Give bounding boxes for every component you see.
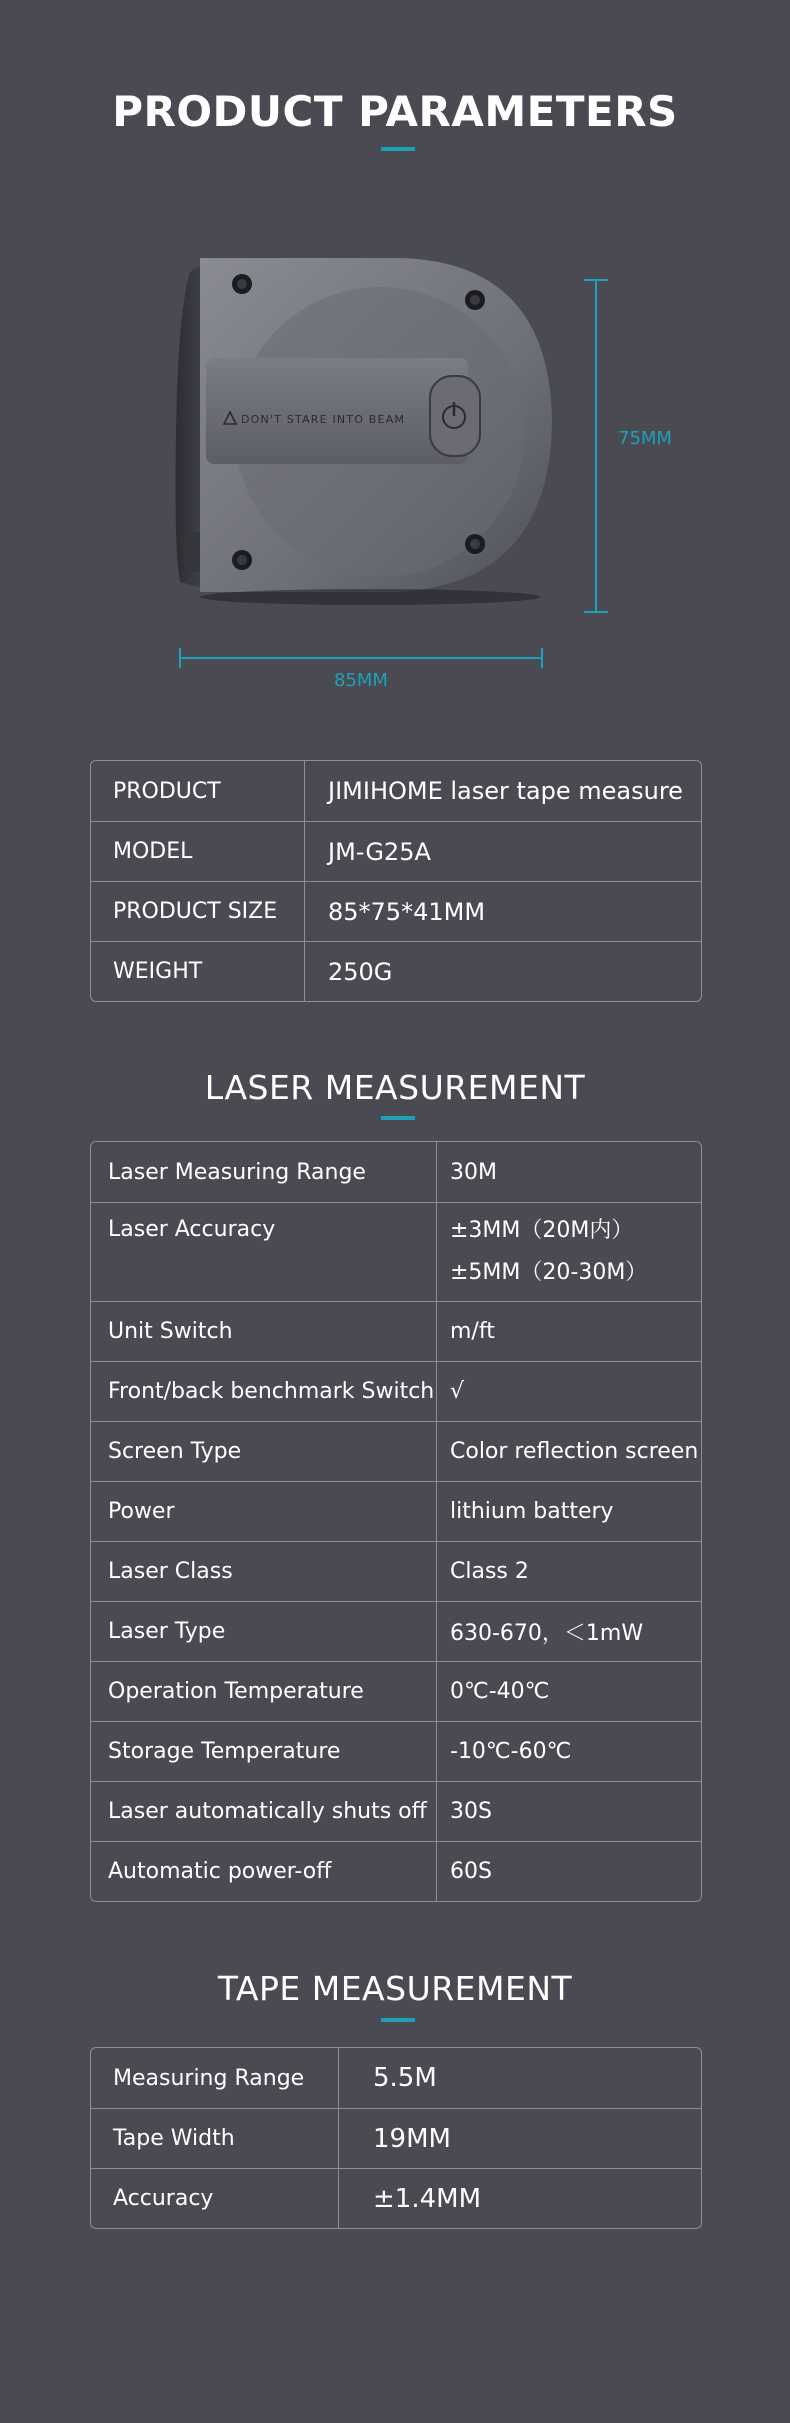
dimension-lines [0,0,790,760]
table-row [91,1481,701,1541]
row-value: 30S [450,1799,492,1824]
table-row [91,1721,701,1781]
tape-title-underline [381,2018,415,2022]
row-value: 19MM [373,2123,451,2154]
table-row [91,1301,701,1361]
row-label: Laser Measuring Range [91,1142,437,1202]
row-value: 85*75*41MM [328,897,486,926]
row-value: Color reflection screen [450,1439,699,1464]
row-label: Screen Type [91,1422,437,1481]
table-row [91,881,701,941]
row-value: lithium battery [450,1499,614,1524]
table-row [91,941,701,1001]
table-row [91,2108,701,2168]
table-row [91,1601,701,1661]
row-label: WEIGHT [91,942,305,1001]
row-label: Tape Width [91,2109,339,2168]
laser-title-underline [381,1116,415,1120]
laser-table [90,1141,702,1902]
row-value: ±1.4MM [373,2183,481,2214]
table-row [91,761,701,821]
row-label: Laser Class [91,1542,437,1601]
tape-section-title: TAPE MEASUREMENT [217,1969,573,2008]
row-value [437,1203,647,1301]
laser-section-title: LASER MEASUREMENT [204,1068,586,1107]
table-row [91,2168,701,2228]
tape-table [90,2047,702,2229]
warning-text: DON'T STARE INTO BEAM [241,413,406,426]
row-label: MODEL [91,822,305,881]
page-title: PRODUCT PARAMETERS [112,87,678,136]
product-table [90,760,702,1002]
row-value: 60S [450,1859,492,1884]
row-label: Unit Switch [91,1302,437,1361]
row-value: JM-G25A [328,837,431,866]
height-dimension-label: 75MM [618,428,672,449]
table-row [91,1541,701,1601]
row-value: 0℃-40℃ [450,1679,550,1704]
table-row [91,1202,701,1301]
table-row [91,1661,701,1721]
row-label: Accuracy [91,2169,339,2228]
width-dimension-label: 85MM [334,670,388,691]
table-row [91,1841,701,1901]
accuracy-line-1: ±3MM（20M内） [450,1218,634,1243]
row-label: Measuring Range [91,2048,339,2108]
row-label: Operation Temperature [91,1662,437,1721]
row-label: PRODUCT [91,761,305,821]
table-row [91,1142,701,1202]
row-value: 5.5M [373,2063,437,2093]
accuracy-line-2: ±5MM（20-30M） [450,1260,648,1285]
table-row [91,1781,701,1841]
row-value: Class 2 [450,1559,529,1584]
row-value: 30M [450,1159,497,1185]
row-label: Laser Type [91,1602,437,1661]
row-label: Automatic power-off [91,1842,437,1901]
row-label: Laser Accuracy [91,1203,437,1301]
row-value: √ [450,1379,465,1404]
row-value: -10℃-60℃ [450,1739,572,1764]
row-label: PRODUCT SIZE [91,882,305,941]
table-row [91,1361,701,1421]
row-label: Laser automatically shuts off [91,1782,437,1841]
table-row [91,2048,701,2108]
table-row [91,1421,701,1481]
row-label: Storage Temperature [91,1722,437,1781]
row-value: m/ft [450,1319,495,1344]
row-value: 250G [328,957,393,986]
row-value: 630-670，＜1mW [450,1621,644,1646]
row-label: Power [91,1482,437,1541]
row-label: Front/back benchmark Switch [91,1362,437,1421]
table-row [91,821,701,881]
row-value: JIMIHOME laser tape measure [328,777,683,805]
